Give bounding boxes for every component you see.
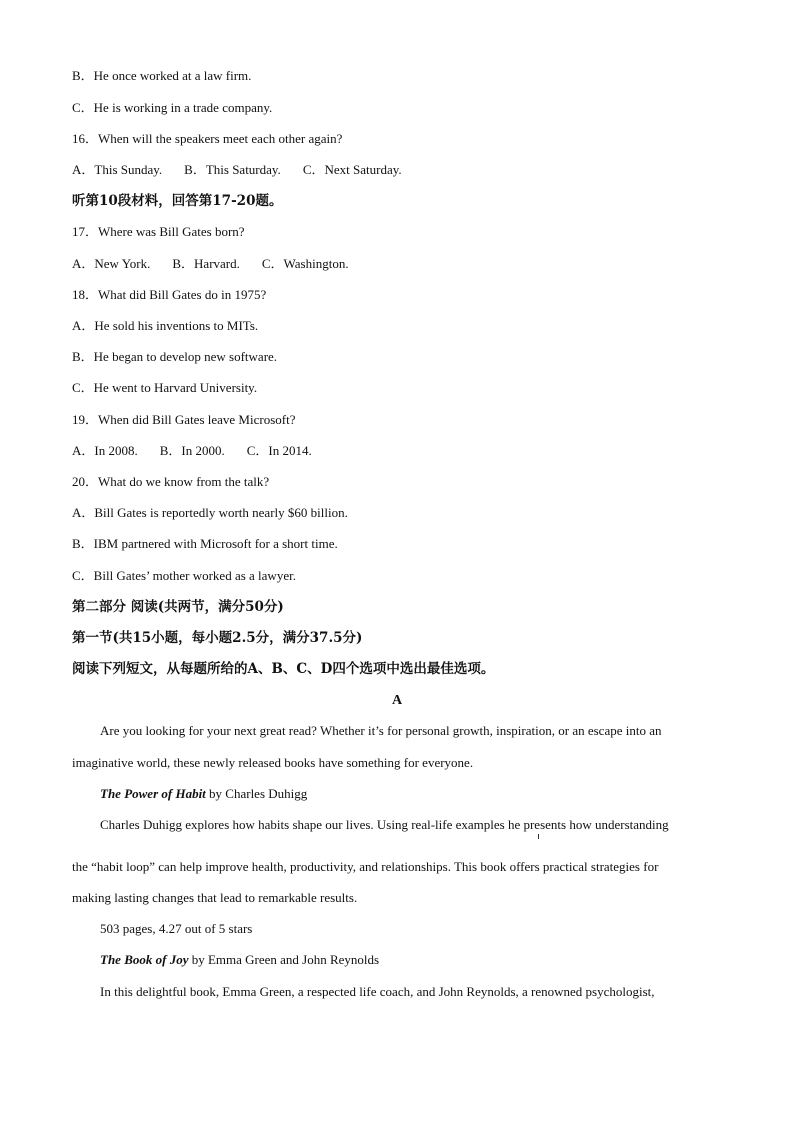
q16-question: 16．When will the speakers meet each other again? [72,131,343,146]
q16-option-c: C．Next Saturday. [302,162,402,177]
q19-option-b: B．In 2000. [159,443,225,458]
section10-header: 听第10段材料，回答第17-20题。 [72,193,283,209]
q15-option-b: B．He once worked at a law firm. [72,68,252,83]
passage-intro-line1: Are you looking for your next great read? Whether it’s for personal growth, inspiration, or an escape into an [100,723,662,738]
q17-option-b: B．Harvard. [172,256,240,271]
q15-option-c: C．He is working in a trade company. [72,100,273,115]
q16-option-b: B．This Saturday. [184,162,281,177]
book2-author: by Emma Green and John Reynolds [188,952,380,967]
book2-paragraph-line1: In this delightful book, Emma Green, a respected life coach, and John Reynolds, a renowned psychologist, [100,984,655,999]
q16-option-a: A．This Sunday. [72,162,163,177]
q19-question: 19．When did Bill Gates leave Microsoft? [72,412,296,427]
q20-option-a: A．Bill Gates is reportedly worth nearly $60 billion. [72,505,348,520]
book1-title: The Power of Habit [100,786,206,801]
q18-option-c: C．He went to Harvard University. [72,380,258,395]
comma-mark [538,834,539,839]
part2-title: 第二部分 阅读(共两节，满分50分) [72,599,284,615]
q17-options [72,256,349,272]
part2-instruction: 阅读下列短文，从每题所给的A、B、C、D四个选项中选出最佳选项。 [72,661,495,677]
book1-meta: 503 pages, 4.27 out of 5 stars [100,921,253,936]
q19-option-c: C．In 2014. [246,443,312,458]
q19-option-a: A．In 2008. [72,443,138,458]
book1-paragraph-line2: the “habit loop” can help improve health, productivity, and relationships. This book offers practical strategies for [72,859,659,874]
q20-question: 20．What do we know from the talk? [72,474,270,489]
passage-intro-line2: imaginative world, these newly released books have something for everyone. [72,755,474,770]
q17-question: 17．Where was Bill Gates born? [72,224,245,239]
book1-paragraph-line1: Charles Duhigg explores how habits shape our lives. Using real-life examples he presents how understanding [100,817,669,832]
part2-section1: 第一节(共15小题，每小题2.5分，满分37.5分) [72,630,363,646]
q17-option-a: A．New York. [72,256,151,271]
q17-option-c: C．Washington. [261,256,349,271]
q19-options [72,443,312,459]
passage-label: A [391,693,403,708]
book1-heading [100,786,307,802]
q20-option-b: B．IBM partnered with Microsoft for a short time. [72,536,338,551]
book2-title: The Book of Joy [100,952,189,967]
q18-option-a: A．He sold his inventions to MITs. [72,318,259,333]
q18-question: 18．What did Bill Gates do in 1975? [72,287,267,302]
book2-heading [100,952,379,968]
book1-author: by Charles Duhigg [205,786,308,801]
q16-options [72,162,402,178]
q18-option-b: B．He began to develop new software. [72,349,278,364]
q20-option-c: C．Bill Gates’ mother worked as a lawyer. [72,568,296,583]
book1-paragraph-line3: making lasting changes that lead to remarkable results. [72,890,358,905]
